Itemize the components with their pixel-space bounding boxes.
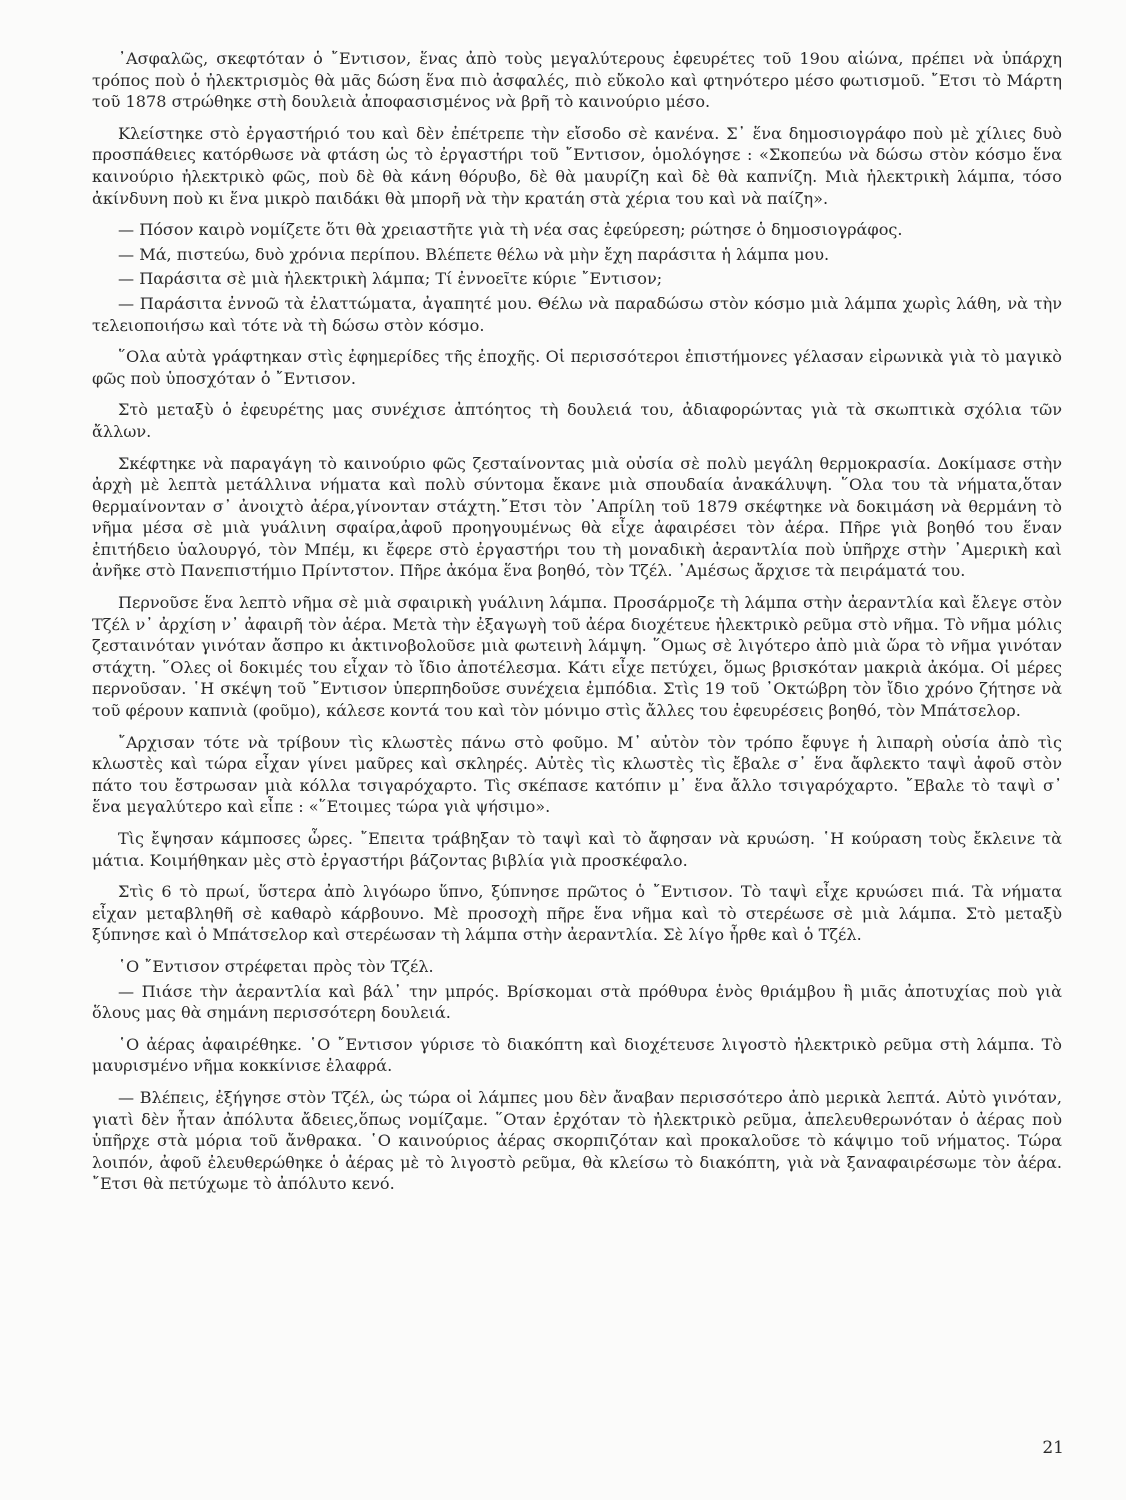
paragraph: Σκέφτηκε νὰ παραγάγη τὸ καινούριο φῶς ζεσταίνοντας μιὰ οὐσία σὲ πολὺ μεγάλη θερμοκρασία. Δοκίμασε στὴν ἀρχὴ μὲ λεπτὰ μετάλλινα νήματα καὶ πολὺ σύντομα ἔκανε μιὰ σπουδαία ἀνακάλυψη. ῞Ολα του τὰ νήματα,ὅταν θερμαίνονταν σ᾿ ἀνοιχτὸ ἀέρα,γίνονταν στάχτη.῎Ετσι τὸν ᾿Απρίλη τοῦ 1879 σκέφτηκε νὰ δοκιμάση νὰ θερμάνη τὸ νῆμα μέσα σὲ μιὰ γυάλινη σφαίρα,ἀφοῦ προηγουμένως θὰ εἶχε ἀφαιρέσει τὸν ἀέρα. Πῆρε γιὰ βοηθό του ἕναν ἐπιτήδειο ὑαλουργό, τὸν Μπέμ, κι ἔφερε στὸ ἐργαστήρι του τὴ μοναδικὴ ἀεραντλία ποὺ ὑπῆρχε στὴν ᾿Αμερικὴ καὶ ἀνῆκε στὸ Πανεπιστήμιο Πρίντστον. Πῆρε ἀκόμα ἕνα βοηθό, τὸν Τζέλ. ᾿Αμέσως ἄρχισε τὰ πειράματά του. bbox=[92, 453, 1062, 581]
paragraph: Περνοῦσε ἕνα λεπτὸ νῆμα σὲ μιὰ σφαιρικὴ γυάλινη λάμπα. Προσάρμοζε τὴ λάμπα στὴν ἀεραντλία καὶ ἔλεγε στὸν Τζέλ ν᾿ ἀρχίση ν᾿ ἀφαιρῆ τὸν ἀέρα. Μετὰ τὴν ἐξαγωγὴ τοῦ ἀέρα διοχέτευε ἠλεκτρικὸ ρεῦμα στὸ νῆμα. Τὸ νῆμα μόλις ζεσταινόταν γινόταν ἄσπρο κι ἀκτινοβολοῦσε μιὰ φωτεινὴ λάμψη. ῞Ομως σὲ λιγότερο ἀπὸ μιὰ ὥρα τὸ νῆμα γινόταν στάχτη. ῞Ολες οἱ δοκιμές του εἶχαν τὸ ἴδιο ἀποτέλεσμα. Κάτι εἶχε πετύχει, ὅμως βρισκόταν μακριὰ ἀκόμα. Οἱ μέρες περνοῦσαν. ῾Η σκέψη τοῦ ῎Εντισον ὑπερπηδοῦσε συνέχεια ἐμπόδια. Στὶς 19 τοῦ ᾿Οκτώβρη τὸν ἴδιο χρόνο ζήτησε νὰ τοῦ φέρουν καπνιὰ (φοῦμο), κάλεσε κοντά του καὶ τὸν μόνιμο στὶς ἄλλες του ἐφευρέσεις βοηθό, τὸν Μπάτσελορ. bbox=[92, 593, 1062, 721]
paragraph: Στὶς 6 τὸ πρωί, ὕστερα ἀπὸ λιγόωρο ὕπνο, ξύπνησε πρῶτος ὁ ῎Εντισον. Τὸ ταψὶ εἶχε κρυώσει πιά. Τὰ νήματα εἶχαν μεταβληθῆ σὲ καθαρὸ κάρβουνο. Μὲ προσοχὴ πῆρε ἕνα νῆμα καὶ τὸ στερέωσε σὲ μιὰ λάμπα. Στὸ μεταξὺ ξύπνησε καὶ ὁ Μπάτσελορ καὶ στερέωσαν τὴ λάμπα στὴν ἀεραντλία. Σὲ λίγο ἦρθε καὶ ὁ Τζέλ. bbox=[92, 882, 1062, 945]
paragraph: — Παράσιτα ἐννοῶ τὰ ἐλαττώματα, ἀγαπητέ μου. Θέλω νὰ παραδώσω στὸν κόσμο μιὰ λάμπα χωρὶς λάθη, νὰ τὴν τελειοποιήσω καὶ τότε νὰ τὴ δώσω στὸν κόσμο. bbox=[92, 293, 1062, 335]
paragraph: ῎Αρχισαν τότε νὰ τρίβουν τὶς κλωστὲς πάνω στὸ φοῦμο. Μ᾿ αὐτὸν τὸν τρόπο ἔφυγε ἡ λιπαρὴ οὐσία ἀπὸ τὶς κλωστὲς καὶ τώρα εἶχαν γίνει μαῦρες καὶ σκληρές. Αὐτὲς τὶς κλωστὲς τὶς ἔβαλε σ᾿ ἕνα ἄφλεκτο ταψὶ ἀφοῦ στὸν πάτο του ἔστρωσαν μιὰ κόλλα τσιγαρόχαρτο. Τὶς σκέπασε κατόπιν μ᾿ ἕνα ἄλλο τσιγαρόχαρτο. ῎Εβαλε τὸ ταψὶ σ᾿ ἕνα μεγαλύτερο καὶ εἶπε : «῞Ετοιμες τώρα γιὰ ψήσιμο». bbox=[92, 732, 1062, 817]
body-text bbox=[92, 48, 1062, 1205]
paragraph: ῾Ο ῎Εντισον στρέφεται πρὸς τὸν Τζέλ. bbox=[118, 956, 434, 976]
paragraph: Κλείστηκε στὸ ἐργαστήριό του καὶ δὲν ἐπέτρεπε τὴν εἴσοδο σὲ κανένα. Σ᾿ ἕνα δημοσιογράφο ποὺ μὲ χίλιες δυὸ προσπάθειες κατόρθωσε νὰ φτάση ὡς τὸ ἐργαστήρι τοῦ ῎Εντισον, ὁμολόγησε : «Σκοπεύω νὰ δώσω στὸν κόσμο ἕνα καινούριο ἠλεκτρικὸ φῶς, ποὺ δὲ θὰ κάνη θόρυβο, δὲ θὰ μαυρίζη καὶ δὲ θὰ καπνίζη. Μιὰ ἠλεκτρικὴ λάμπα, τόσο ἀκίνδυνη ποὺ κι ἕνα μικρὸ παιδάκι θὰ μπορῆ νὰ τὴν κρατάη στὰ χέρια του καὶ νὰ παίζη». bbox=[92, 123, 1062, 208]
paragraph: Στὸ μεταξὺ ὁ ἐφευρέτης μας συνέχισε ἀπτόητος τὴ δουλειά του, ἀδιαφορώντας γιὰ τὰ σκωπτικὰ σχόλια τῶν ἄλλων. bbox=[92, 400, 1062, 441]
paragraph: — Μά, πιστεύω, δυὸ χρόνια περίπου. Βλέπετε θέλω νὰ μὴν ἔχη παράσιτα ἡ λάμπα μου. bbox=[118, 244, 830, 264]
page-number: 21 bbox=[1042, 1438, 1064, 1458]
paragraph: — Παράσιτα σὲ μιὰ ἠλεκτρικὴ λάμπα; Τί ἐννοεῖτε κύριε ῎Εντισον; bbox=[118, 269, 663, 289]
paragraph: ῾Ο ἀέρας ἀφαιρέθηκε. ῾Ο ῎Εντισον γύρισε τὸ διακόπτη καὶ διοχέτευσε λιγοστὸ ἠλεκτρικὸ ρεῦμα στὴ λάμπα. Τὸ μαυρισμένο νῆμα κοκκίνισε ἐλαφρά. bbox=[92, 1034, 1062, 1076]
paragraph: Τὶς ἔψησαν κάμποσες ὧρες. ῎Επειτα τράβηξαν τὸ ταψὶ καὶ τὸ ἄφησαν νὰ κρυώση. ῾Η κούραση τοὺς ἔκλεινε τὰ μάτια. Κοιμήθηκαν μὲς στὸ ἐργαστήρι βάζοντας βιβλία γιὰ προσκέφαλο. bbox=[92, 829, 1062, 870]
paragraph: — Πιάσε τὴν ἀεραντλία καὶ βάλ᾿ την μπρός. Βρίσκομαι στὰ πρόθυρα ἑνὸς θριάμβου ἢ μιᾶς ἀποτυχίας ποὺ γιὰ ὅλους μας θὰ σημάνη περισσότερη δουλειά. bbox=[92, 981, 1062, 1023]
paragraph: — Πόσον καιρὸ νομίζετε ὅτι θὰ χρειαστῆτε γιὰ τὴ νέα σας ἐφεύρεση; ρώτησε ὁ δημοσιογράφος. bbox=[118, 220, 903, 240]
paragraph: — Βλέπεις, ἐξήγησε στὸν Τζέλ, ὡς τώρα οἱ λάμπες μου δὲν ἄναβαν περισσότερο ἀπὸ μερικὰ λεπτά. Αὐτὸ γινόταν, γιατὶ δὲν ἦταν ἀπόλυτα ἄδειες,ὅπως νομίζαμε. ῞Οταν ἐρχόταν τὸ ἠλεκτρικὸ ρεῦμα, ἀπελευθερωνόταν ὁ ἀέρας ποὺ ὑπῆρχε στὰ μόρια τοῦ ἄνθρακα. ῾Ο καινούριος ἀέρας σκορπιζόταν καὶ προκαλοῦσε τὸ κάψιμο τοῦ νήματος. Τώρα λοιπόν, ἀφοῦ ἐλευθερώθηκε ὁ ἀέρας μὲ τὸ λιγοστὸ ρεῦμα, θὰ κλείσω τὸ διακόπτη, γιὰ νὰ ξαναφαιρέσωμε τὸν ἀέρα. ῎Ετσι θὰ πετύχωμε τὸ ἀπόλυτο κενό. bbox=[92, 1087, 1062, 1194]
paragraph: ᾿Ασφαλῶς, σκεφτόταν ὁ ῎Εντισον, ἕνας ἀπὸ τοὺς μεγαλύτερους ἐφευρέτες τοῦ 19ου αἰώνα, πρέπει νὰ ὑπάρχη τρόπος ποὺ ὁ ἠλεκτρισμὸς θὰ μᾶς δώση ἕνα πιὸ ἀσφαλές, πιὸ εὔκολο καὶ φτηνότερο μέσο φωτισμοῦ. ῎Ετσι τὸ Μάρτη τοῦ 1878 στρώθηκε στὴ δουλειὰ ἀποφασισμένος νὰ βρῆ τὸ καινούριο μέσο. bbox=[92, 49, 1062, 112]
paragraph: ῞Ολα αὐτὰ γράφτηκαν στὶς ἐφημερίδες τῆς ἐποχῆς. Οἱ περισσότεροι ἐπιστήμονες γέλασαν εἰρωνικὰ γιὰ τὸ μαγικὸ φῶς ποὺ ὑποσχόταν ὁ ῎Εντισον. bbox=[92, 347, 1062, 388]
